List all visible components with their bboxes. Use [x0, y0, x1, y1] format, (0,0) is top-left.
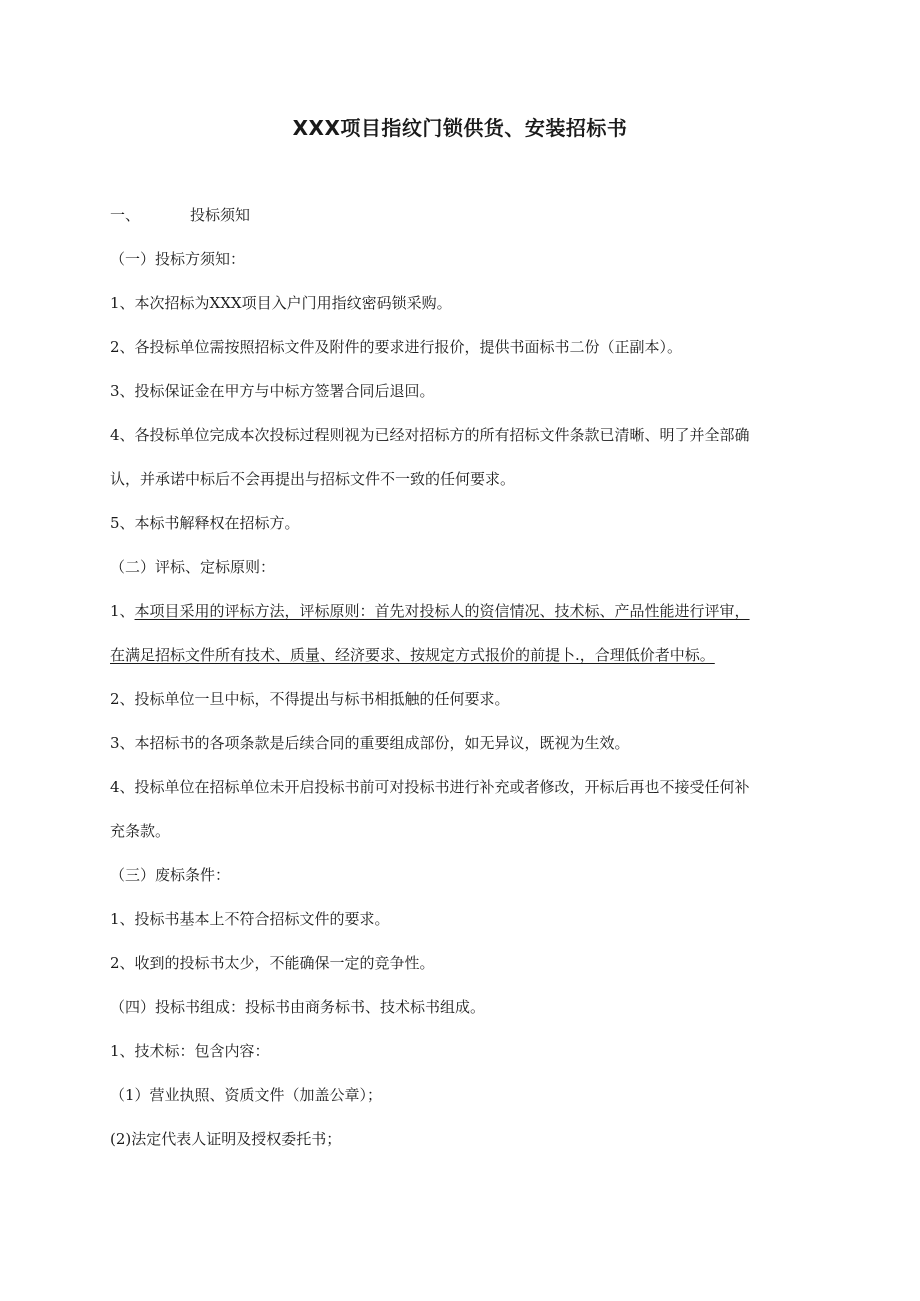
- paragraph-line-underlined: [110, 601, 750, 621]
- paragraph-line: 3、投标保证金在甲方与中标方签署合同后退回。: [110, 382, 435, 400]
- paragraph-line: 2、投标单位一旦中标，不得提出与标书相抵触的任何要求。: [110, 690, 510, 708]
- paragraph-line: 4、投标单位在招标单位未开启投标书前可对投标书进行补充或者修改，开标后再也不接受任何补: [110, 778, 750, 796]
- section-number: 一、: [110, 206, 141, 224]
- paragraph-line: (2)法定代表人证明及授权委托书；: [110, 1130, 342, 1148]
- underlined-text: 本项目采用的评标方法，评标原则：首先对投标人的资信情况、技术标、产品性能进行评审，: [134, 602, 750, 620]
- paragraph-line: 2、收到的投标书太少，不能确保一定的竞争性。: [110, 954, 435, 972]
- underlined-text: 在满足招标文件所有技术、质量、经济要求、按规定方式报价的前提卜.，合理低价者中标。: [110, 646, 715, 664]
- paragraph-line: 4、各投标单位完成本次投标过程则视为已经对招标方的所有招标文件条款已清晰、明了并全部确: [110, 426, 750, 444]
- subsection-heading-3: （三）废标条件：: [110, 866, 231, 884]
- subsection-heading-1: （一）投标方须知：: [110, 250, 246, 268]
- paragraph-line: 2、各投标单位需按照招标文件及附件的要求进行报价，提供书面标书二份（正副本）。: [110, 338, 683, 356]
- document-title: XXX项目指纹门锁供货、安装招标书: [292, 116, 628, 140]
- paragraph-line: 1、技术标：包含内容：: [110, 1042, 270, 1060]
- subsection-heading-4: （四）投标书组成：投标书由商务标书、技术标书组成。: [110, 998, 486, 1016]
- paragraph-line: 充条款。: [110, 822, 171, 840]
- paragraph-line: 3、本招标书的各项条款是后续合同的重要组成部份，如无异议，既视为生效。: [110, 734, 630, 752]
- section-label: 投标须知: [190, 206, 251, 224]
- paragraph-line: 认，并承诺中标后不会再提出与招标文件不一致的任何要求。: [110, 470, 516, 488]
- paragraph-line: 1、本次招标为XXX项目入户门用指纹密码锁采购。: [110, 294, 452, 312]
- subsection-heading-2: （二）评标、定标原则：: [110, 558, 276, 576]
- paragraph-line: （1）营业执照、资质文件（加盖公章）；: [110, 1086, 383, 1104]
- paragraph-line-underlined: [110, 645, 715, 665]
- section-heading-1: [110, 205, 250, 225]
- paragraph-line: 1、投标书基本上不符合招标文件的要求。: [110, 910, 390, 928]
- paragraph-line: 5、本标书解释权在招标方。: [110, 514, 300, 532]
- item-number: 1、: [110, 602, 135, 620]
